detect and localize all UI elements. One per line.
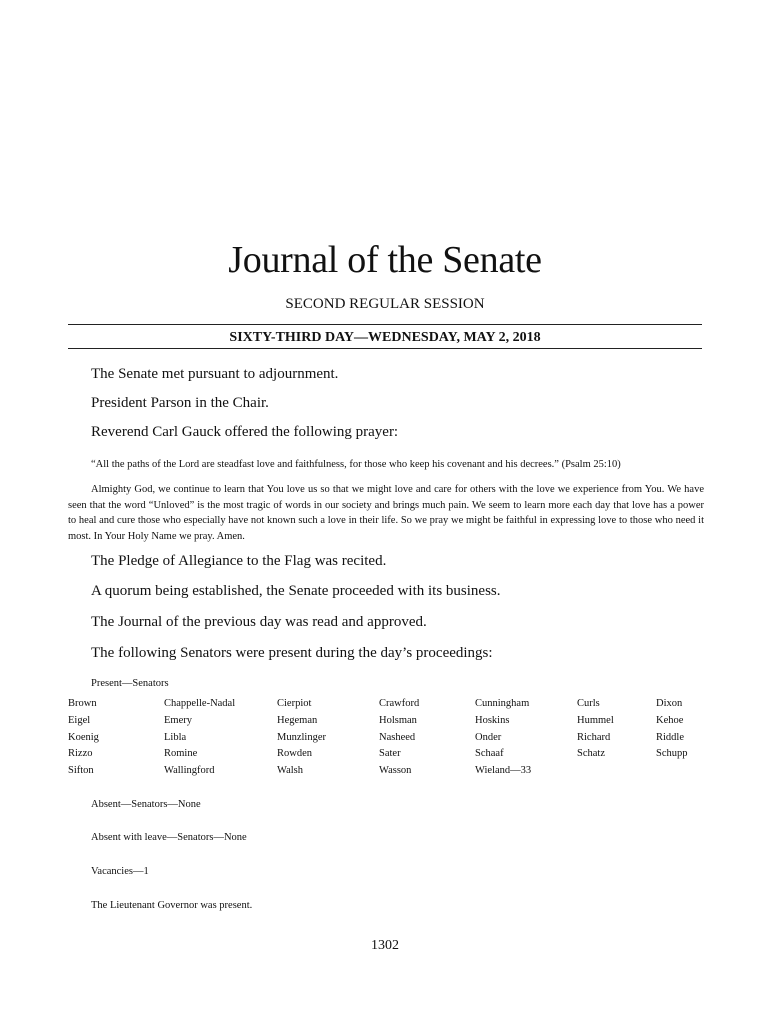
bottom-rule: [68, 348, 702, 349]
prayer-intro-paragraph: Reverend Carl Gauck offered the following prayer:: [91, 424, 399, 440]
senator-name: Munzlinger: [277, 731, 326, 743]
senator-name: Cierpiot: [277, 698, 312, 709]
psalm-quote: “All the paths of the Lord are steadfast love and faithfulness, for those who keep his covenant and his decrees.” (Psalm 25:10): [91, 459, 621, 470]
senator-name: Schupp: [656, 748, 688, 760]
senator-name: Eigel: [68, 714, 91, 726]
senator-name: Dixon: [656, 698, 683, 709]
day-heading: SIXTY-THIRD DAY—WEDNESDAY, MAY 2, 2018: [229, 330, 541, 345]
present-senators-label: Present—Senators: [91, 678, 169, 689]
session-label: SECOND REGULAR SESSION: [285, 296, 485, 312]
adjournment-paragraph: The Senate met pursuant to adjournment.: [91, 366, 339, 382]
senator-name: Cunningham: [475, 698, 530, 709]
senator-name: Nasheed: [379, 731, 416, 743]
journal-approved-paragraph: The Journal of the previous day was read and approved.: [91, 614, 427, 630]
senator-name: Richard: [577, 731, 611, 743]
senator-name: Libla: [164, 731, 187, 743]
senator-name: Onder: [475, 731, 502, 743]
senator-name: Sifton: [68, 765, 94, 777]
senator-name: Brown: [68, 698, 97, 709]
vacancies-line: Vacancies—1: [91, 866, 149, 877]
senator-name: Wallingford: [164, 765, 215, 777]
senator-name: Hummel: [577, 714, 614, 726]
senator-name: Wasson: [379, 765, 412, 777]
senator-name: Kehoe: [656, 714, 684, 726]
senator-name: Schatz: [577, 748, 605, 760]
quorum-paragraph: A quorum being established, the Senate proceeded with its business.: [91, 583, 501, 599]
senator-name: Curls: [577, 698, 600, 709]
senator-name: Sater: [379, 748, 401, 760]
prayer-text: Almighty God, we continue to learn that You love us so that we might love and care for others with the love we experience from You. We have seen that the word “Unloved” is the most tragic of words in our society and brings much pain. We seem to learn more each day that love has a power to heal and cure those who especially have not known such a love in their life. So we pray we might be faithful in expressing love to those who need it most. In Your Holy Name we pray. Amen.: [68, 484, 704, 542]
absent-with-leave-line: Absent with leave—Senators—None: [91, 832, 247, 843]
senator-name: Riddle: [656, 731, 684, 743]
journal-title: Journal of the Senate: [228, 239, 542, 281]
lieutenant-governor-line: The Lieutenant Governor was present.: [91, 900, 253, 911]
senator-name: Schaaf: [475, 748, 504, 760]
chair-paragraph: President Parson in the Chair.: [91, 395, 269, 411]
senator-name: Walsh: [277, 765, 303, 777]
senator-name: Wieland—33: [475, 765, 532, 777]
senator-name: Holsman: [379, 714, 417, 726]
senator-name: Crawford: [379, 698, 420, 709]
page-number: 1302: [371, 938, 399, 953]
senator-name: Hoskins: [475, 714, 510, 726]
senator-name: Hegeman: [277, 714, 318, 726]
senator-name: Romine: [164, 748, 198, 760]
pledge-paragraph: The Pledge of Allegiance to the Flag was recited.: [91, 553, 387, 569]
senator-name: Chappelle-Nadal: [164, 698, 236, 709]
absent-line: Absent—Senators—None: [91, 799, 201, 810]
senator-name: Rowden: [277, 748, 312, 760]
top-rule: [68, 324, 702, 325]
senator-name: Koenig: [68, 731, 99, 743]
senators-present-paragraph: The following Senators were present during the day’s proceedings:: [91, 645, 493, 661]
senator-name: Rizzo: [68, 748, 93, 760]
senator-name: Emery: [164, 714, 192, 726]
